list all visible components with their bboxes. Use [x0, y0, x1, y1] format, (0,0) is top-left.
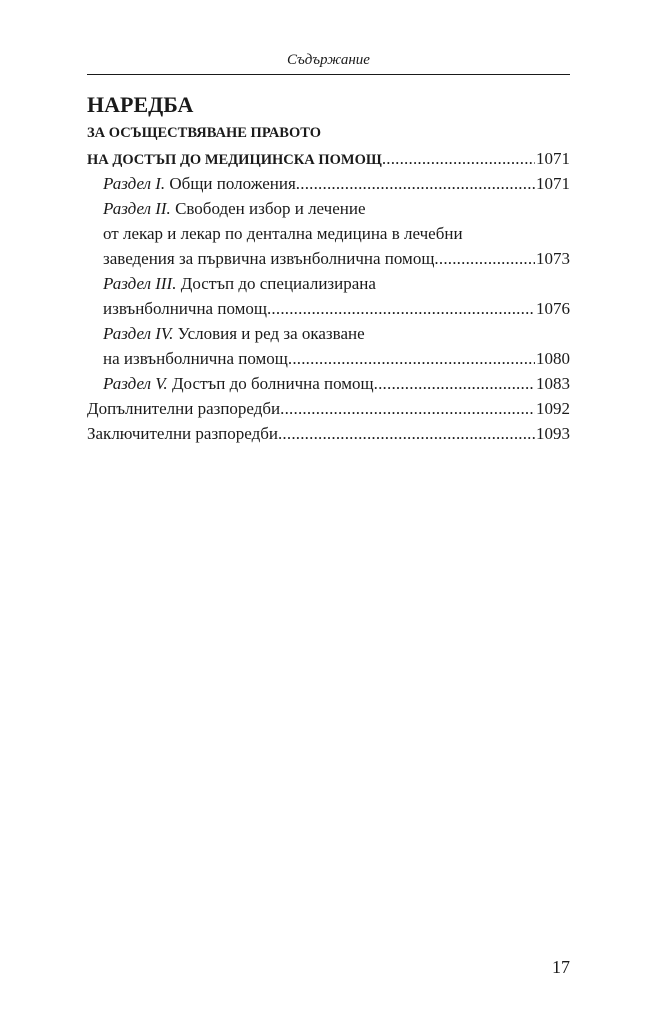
- section-title: от лекар и лекар по дентална медицина в лечебни: [103, 224, 463, 243]
- page-ref: 1071: [536, 149, 570, 168]
- dot-leader: [296, 171, 535, 196]
- toc-entry-subtitle[interactable]: [87, 146, 570, 171]
- subtitle-text: НА ДОСТЪП ДО МЕДИЦИНСКА ПОМОЩ: [87, 152, 382, 168]
- section-title: на извънболнична помощ: [103, 349, 288, 368]
- page-ref: 1092: [536, 399, 570, 418]
- section-title: Достъп до специализирана: [180, 274, 376, 293]
- toc-entry-section-3-end[interactable]: [87, 296, 570, 321]
- toc-entry-final[interactable]: [87, 421, 570, 446]
- toc-title: НАРЕДБА: [87, 92, 194, 117]
- toc-entry-section-2-end[interactable]: [87, 246, 570, 271]
- toc-entry-supplementary[interactable]: [87, 396, 570, 421]
- toc-entry-section-1[interactable]: [87, 171, 570, 196]
- page-ref: 1093: [536, 424, 570, 443]
- toc-entry-section-2[interactable]: [87, 196, 570, 221]
- dot-leader: [382, 146, 535, 171]
- dot-leader: [267, 296, 535, 321]
- section-prefix: Раздел I.: [103, 174, 166, 193]
- dot-leader: [374, 371, 535, 396]
- section-prefix: Раздел III.: [103, 274, 177, 293]
- page-ref: 1073: [536, 249, 570, 268]
- dot-leader: [434, 246, 535, 271]
- section-title: извънболнична помощ: [103, 299, 267, 318]
- page-ref: 1080: [536, 349, 570, 368]
- section-title: заведения за първична извънболнична помощ: [103, 249, 435, 268]
- dot-leader: [278, 421, 535, 446]
- running-header: Съдържание: [287, 52, 370, 68]
- section-prefix: Раздел II.: [103, 199, 171, 218]
- entry-title: Заключителни разпоредби: [87, 424, 278, 443]
- toc-entry-section-3[interactable]: [87, 271, 570, 296]
- section-prefix: Раздел V.: [103, 374, 168, 393]
- dot-leader: [280, 396, 535, 421]
- dot-leader: [288, 346, 535, 371]
- toc-entry-section-5[interactable]: [87, 371, 570, 396]
- header-rule: [87, 74, 570, 75]
- section-prefix: Раздел IV.: [103, 324, 174, 343]
- page-number: 17: [552, 957, 570, 977]
- page-ref: 1076: [536, 299, 570, 318]
- section-title: Условия и ред за оказване: [177, 324, 365, 343]
- section-title: Достъп до болнична помощ: [171, 374, 374, 393]
- section-title: Свободен избор и лечение: [175, 199, 366, 218]
- subtitle-line-1: [87, 121, 570, 146]
- toc-entry-section-4[interactable]: [87, 321, 570, 346]
- table-of-contents: [87, 90, 570, 446]
- toc-entry-section-4-end[interactable]: [87, 346, 570, 371]
- page-ref: 1083: [536, 374, 570, 393]
- toc-entry-section-2-cont: [87, 221, 570, 246]
- page-ref: 1071: [536, 174, 570, 193]
- section-title: Общи положения: [169, 174, 296, 193]
- entry-title: Допълнителни разпоредби: [87, 399, 281, 418]
- subtitle-text: ЗА ОСЪЩЕСТВЯВАНЕ ПРАВОТО: [87, 125, 322, 141]
